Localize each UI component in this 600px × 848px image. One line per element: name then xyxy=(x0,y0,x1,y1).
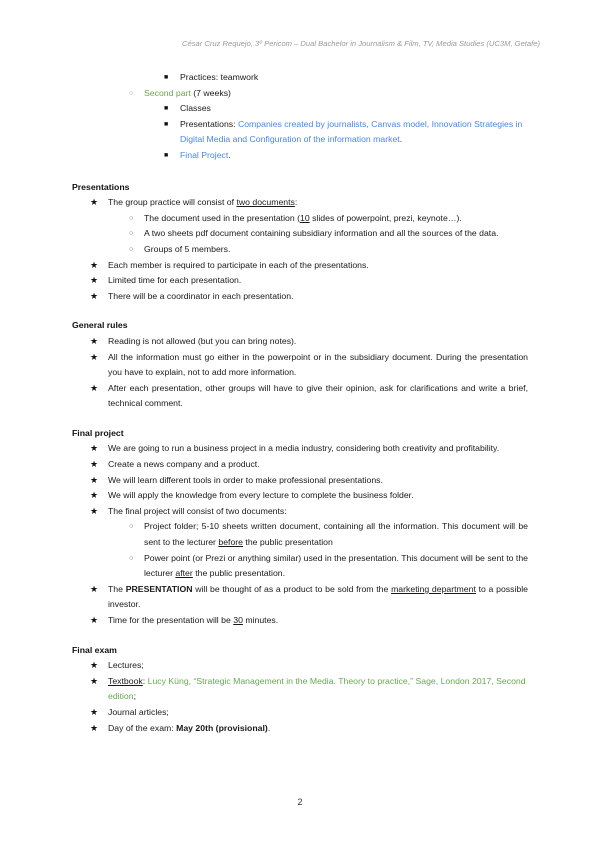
list-item: ★ There will be a coordinator in each presentation. xyxy=(72,289,528,305)
star-bullet-icon: ★ xyxy=(90,290,99,301)
general-rules-list xyxy=(72,334,528,412)
list-item: ○ A two sheets pdf document containing subsidiary information and all the sources of the data. xyxy=(72,226,528,242)
textbook-reference: Lucy Küng, “Strategic Management in the Media. Theory to practice,” Sage, London 2017, Second edition xyxy=(108,675,526,702)
square-bullet-icon: ■ xyxy=(164,120,169,128)
list-item: ○ Groups of 5 members. xyxy=(72,242,528,258)
list-item: ★ We are going to run a business project in a media industry, considering both creativity and profitability. xyxy=(72,441,528,457)
list-item: ★ The group practice will consist of two documents: xyxy=(72,195,528,211)
star-bullet-icon: ★ xyxy=(90,197,99,208)
presentations-list xyxy=(72,195,528,304)
list-item: ★ Reading is not allowed (but you can bring notes). xyxy=(72,334,528,350)
square-bullet-icon: ■ xyxy=(164,74,169,81)
star-bullet-icon: ★ xyxy=(90,275,99,286)
page-number: 2 xyxy=(297,797,303,807)
list-item: ★ We will learn different tools in order to make professional presentations. xyxy=(72,473,528,489)
star-bullet-icon: ★ xyxy=(90,615,99,625)
list-item: ○ The document used in the presentation (10 slides of powerpoint, prezi, keynote…). xyxy=(72,211,528,227)
list-item: ★ After each presentation, other groups will have to give their opinion, ask for clarifications and write a brief, technical comment. xyxy=(90,382,528,409)
square-bullet-icon: ■ xyxy=(164,151,169,159)
star-bullet-icon: ★ xyxy=(90,459,99,470)
circle-bullet-icon: ○ xyxy=(129,523,134,531)
square-bullet-icon: ■ xyxy=(164,105,169,113)
list-item: ★ Journal articles; xyxy=(72,705,528,721)
star-bullet-icon: ★ xyxy=(90,351,99,362)
section-title-presentations: Presentations xyxy=(72,181,130,192)
star-bullet-icon: ★ xyxy=(90,474,99,485)
list-item: ■ Practices: teamwork xyxy=(72,70,528,86)
star-bullet-icon: ★ xyxy=(90,660,99,671)
section-title-general-rules: General rules xyxy=(72,320,128,331)
circle-bullet-icon: ○ xyxy=(129,230,134,238)
top-list xyxy=(72,70,528,164)
section-title-final-exam: Final exam xyxy=(72,644,117,655)
star-bullet-icon: ★ xyxy=(90,722,99,733)
list-item: ★ All the information must go either in the powerpoint or in the subsidiary document. During the presentation you have to explain, not to add more information. xyxy=(90,351,528,378)
presentations-link[interactable]: Companies created by journalists, Canvas model, Innovation Strategies in Digital Media and Configuration of the information market xyxy=(180,118,523,145)
second-part-label: Second part xyxy=(144,87,191,98)
circle-bullet-icon: ○ xyxy=(129,89,134,97)
list-item: ○ Project folder; 5-10 sheets written document, containing all the information. This document will be sent to the lecturer before the public presentation xyxy=(129,521,528,548)
list-item: ★ The final project will consist of two documents: xyxy=(72,504,528,520)
circle-bullet-icon: ○ xyxy=(129,214,134,222)
final-exam-list xyxy=(72,658,528,736)
list-item: ★ Time for the presentation will be 30 minutes. xyxy=(72,613,528,629)
star-bullet-icon: ★ xyxy=(90,382,99,393)
star-bullet-icon: ★ xyxy=(90,335,99,346)
list-item: ★ The PRESENTATION will be thought of as a product to be sold from the marketing department to a possible investor. xyxy=(90,583,528,610)
star-bullet-icon: ★ xyxy=(90,259,99,270)
page-header: César Cruz Requejo, 3º Pericom – Dual Bachelor in Journalism & Film, TV, Media Studies (UC3M, Getafe) xyxy=(182,39,540,48)
list-item: ■ Classes xyxy=(72,101,528,117)
circle-bullet-icon: ○ xyxy=(129,554,134,562)
star-bullet-icon: ★ xyxy=(90,443,99,454)
list-item: ○ Power point (or Prezi or anything similar) used in the presentation. This document will be sent to the lecturer after the public presentation. xyxy=(129,552,528,579)
list-item: ■ Final Project. xyxy=(72,148,528,164)
star-bullet-icon: ★ xyxy=(90,583,99,594)
document-body xyxy=(72,70,528,736)
list-item: ○ Second part (7 weeks) xyxy=(72,86,528,102)
list-item: ■ Presentations: Companies created by journalists, Canvas model, Innovation Strategies in Digital Media and Configuration of the information market. xyxy=(164,118,523,145)
list-item: ★ Day of the exam: May 20th (provisional). xyxy=(72,721,528,737)
star-bullet-icon: ★ xyxy=(90,706,99,717)
star-bullet-icon: ★ xyxy=(90,490,99,501)
list-item: ★ Lectures; xyxy=(72,658,528,674)
list-item: ★ Create a news company and a product. xyxy=(72,457,528,473)
list-item: ★ Each member is required to participate in each of the presentations. xyxy=(72,258,528,274)
section-title-final-project: Final project xyxy=(72,427,124,438)
list-item: ★ We will apply the knowledge from every lecture to complete the business folder. xyxy=(72,488,528,504)
list-item: ★ Textbook: Lucy Küng, “Strategic Management in the Media. Theory to practice,” Sage, London 2017, Second edition; xyxy=(90,675,526,702)
star-bullet-icon: ★ xyxy=(90,505,99,516)
list-item: ★ Limited time for each presentation. xyxy=(72,273,528,289)
star-bullet-icon: ★ xyxy=(90,675,99,686)
final-project-list xyxy=(72,441,528,628)
circle-bullet-icon: ○ xyxy=(129,245,134,253)
final-project-link[interactable]: Final Project xyxy=(180,149,229,160)
